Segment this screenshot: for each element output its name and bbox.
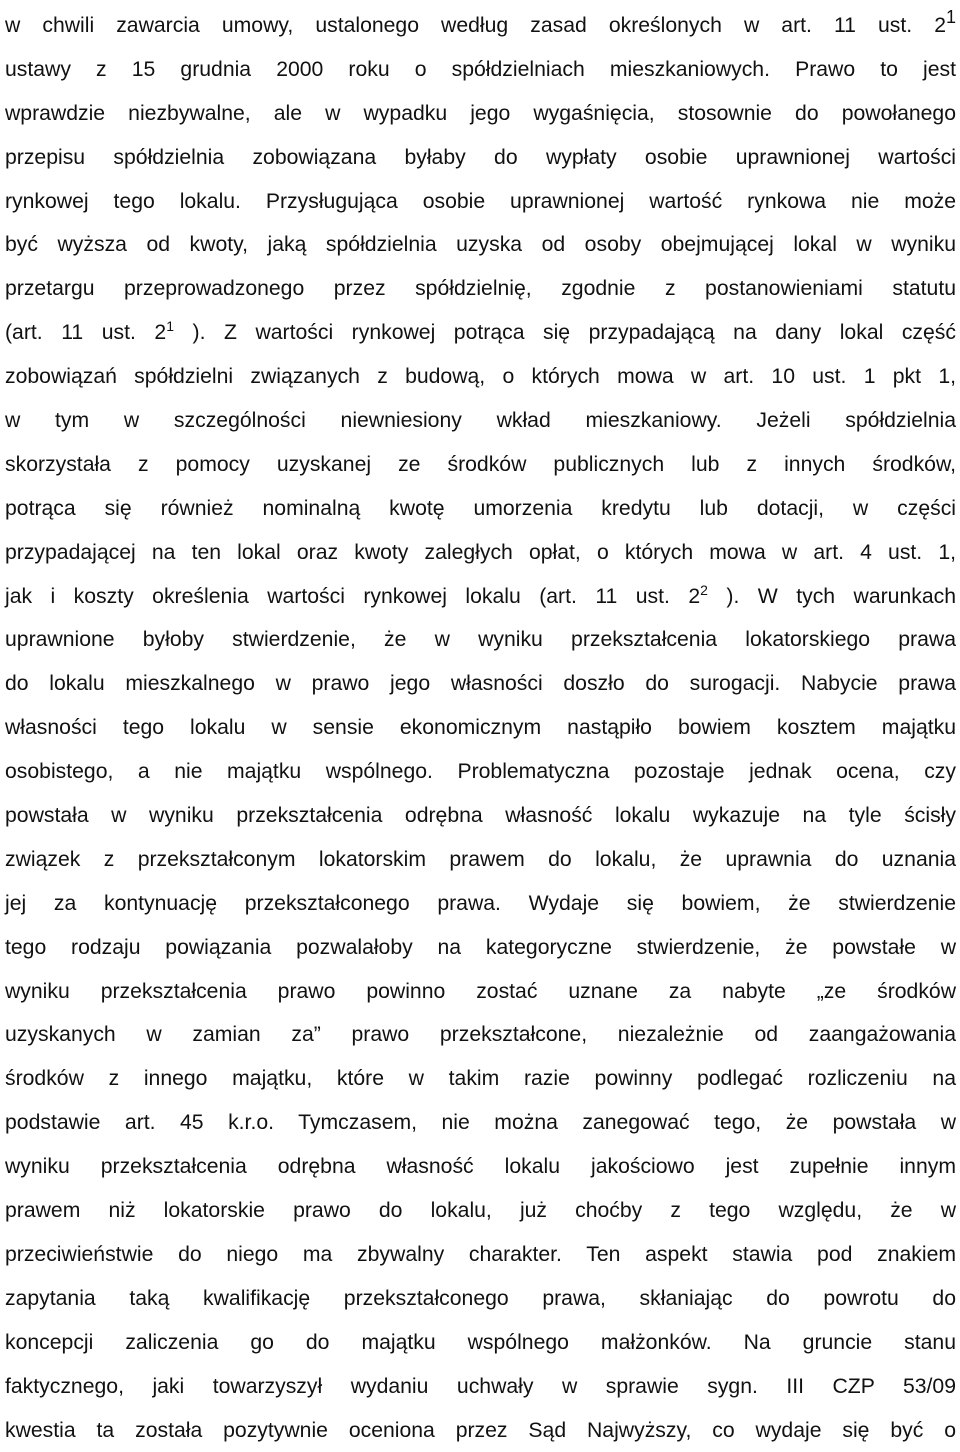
text-line (5, 1057, 956, 1101)
text-line (5, 355, 956, 399)
footnote-superscript: 1 (946, 7, 956, 27)
text-line-content: przetargu przeprowadzonego przez spółdzielnię, zgodnie z postanowieniami statutu (5, 277, 956, 300)
text-line (5, 882, 956, 926)
text-line (5, 1409, 956, 1452)
text-line-content: (art. 11 ust. 2 (5, 321, 166, 344)
text-line (5, 311, 956, 355)
text-line (5, 92, 956, 136)
text-line (5, 1013, 956, 1057)
text-line (5, 1101, 956, 1145)
text-line-content: przypadającej na ten lokal oraz kwoty zaległych opłat, o których mowa w art. 4 ust. 1, (5, 541, 956, 564)
text-line (5, 926, 956, 970)
text-line-content: rynkowej tego lokalu. Przysługująca osobie uprawnionej wartość rynkowa nie może (5, 190, 956, 213)
text-line-content: podstawie art. 45 k.r.o. Tymczasem, nie można zanegować tego, że powstała w (5, 1111, 956, 1134)
text-line (5, 399, 956, 443)
text-line-content: związek z przekształconym lokatorskim prawem do lokalu, że uprawnia do uznania (5, 848, 956, 871)
text-line-content: zapytania taką kwalifikację przekształconego prawa, skłaniając do powrotu do (5, 1287, 956, 1310)
text-line (5, 1321, 956, 1365)
text-line-content: potrąca się również nominalną kwotę umorzenia kredytu lub dotacji, w części (5, 497, 956, 520)
text-line (5, 487, 956, 531)
document-body (5, 4, 956, 1452)
text-line-content: przepisu spółdzielnia zobowiązana byłaby do wypłaty osobie uprawnionej wartości (5, 146, 956, 169)
text-line (5, 180, 956, 224)
text-line-content: być wyższa od kwoty, jaką spółdzielnia uzyska od osoby obejmującej lokal w wyniku (5, 233, 956, 256)
text-line-content: kwestia ta została pozytywnie oceniona przez Sąd Najwyższy, co wydaje się być o (5, 1419, 956, 1442)
text-line (5, 443, 956, 487)
text-line (5, 531, 956, 575)
text-line (5, 4, 956, 48)
text-line-content: tego rodzaju powiązania pozwalałoby na kategoryczne stwierdzenie, że powstałe w (5, 936, 956, 959)
text-line-content: osobistego, a nie majątku wspólnego. Problematyczna pozostaje jednak ocena, czy (5, 760, 956, 783)
text-line-content: skorzystała z pomocy uzyskanej ze środków publicznych lub z innych środków, (5, 453, 956, 476)
text-line-content: ustawy z 15 grudnia 2000 roku o spółdzielniach mieszkaniowych. Prawo to jest (5, 58, 956, 81)
text-line-content: jak i koszty określenia wartości rynkowej lokalu (art. 11 ust. 2 (5, 585, 700, 608)
text-line (5, 1233, 956, 1277)
text-line (5, 1277, 956, 1321)
text-line (5, 750, 956, 794)
text-line (5, 136, 956, 180)
text-line-continuation: ). W tych warunkach (708, 585, 956, 608)
text-line-content: zobowiązań spółdzielni związanych z budową, o których mowa w art. 10 ust. 1 pkt 1, (5, 365, 956, 388)
text-line-content: prawem niż lokatorskie prawo do lokalu, już choćby z tego względu, że w (5, 1199, 956, 1222)
footnote-superscript: 2 (700, 582, 708, 598)
text-line (5, 1189, 956, 1233)
text-line (5, 838, 956, 882)
text-line-content: jej za kontynuację przekształconego prawa. Wydaje się bowiem, że stwierdzenie (5, 892, 956, 915)
text-line-content: uprawnione byłoby stwierdzenie, że w wyniku przekształcenia lokatorskiego prawa (5, 628, 956, 651)
text-line (5, 794, 956, 838)
text-line (5, 662, 956, 706)
text-line (5, 1145, 956, 1189)
text-line (5, 970, 956, 1014)
text-line-content: do lokalu mieszkalnego w prawo jego własności doszło do surogacji. Nabycie prawa (5, 672, 956, 695)
text-line-continuation: ). Z wartości rynkowej potrąca się przypadającą na dany lokal część (174, 321, 956, 344)
text-line-content: uzyskanych w zamian za” prawo przekształcone, niezależnie od zaangażowania (5, 1023, 956, 1046)
text-line-content: wprawdzie niezbywalne, ale w wypadku jego wygaśnięcia, stosownie do powołanego (5, 102, 956, 125)
text-line-content: wyniku przekształcenia odrębna własność lokalu jakościowo jest zupełnie innym (5, 1155, 956, 1178)
text-line (5, 618, 956, 662)
text-line (5, 223, 956, 267)
text-line (5, 48, 956, 92)
footnote-superscript: 1 (166, 318, 174, 334)
text-line-content: własności tego lokalu w sensie ekonomicznym nastąpiło bowiem kosztem majątku (5, 716, 956, 739)
text-line-content: przeciwieństwie do niego ma zbywalny charakter. Ten aspekt stawia pod znakiem (5, 1243, 956, 1266)
text-line-content: koncepcji zaliczenia go do majątku wspólnego małżonków. Na gruncie stanu (5, 1331, 956, 1354)
text-line (5, 575, 956, 619)
text-line-content: w chwili zawarcia umowy, ustalonego według zasad określonych w art. 11 ust. 2 (5, 14, 946, 37)
text-line (5, 267, 956, 311)
text-line-content: faktycznego, jaki towarzyszył wydaniu uchwały w sprawie sygn. III CZP 53/09 (5, 1375, 956, 1398)
text-line-content: wyniku przekształcenia prawo powinno zostać uznane za nabyte „ze środków (5, 980, 956, 1003)
text-line-content: w tym w szczególności niewniesiony wkład mieszkaniowy. Jeżeli spółdzielnia (5, 409, 956, 432)
text-line (5, 706, 956, 750)
text-line (5, 1365, 956, 1409)
text-line-content: powstała w wyniku przekształcenia odrębna własność lokalu wykazuje na tyle ścisły (5, 804, 956, 827)
text-line-content: środków z innego majątku, które w takim razie powinny podlegać rozliczeniu na (5, 1067, 956, 1090)
